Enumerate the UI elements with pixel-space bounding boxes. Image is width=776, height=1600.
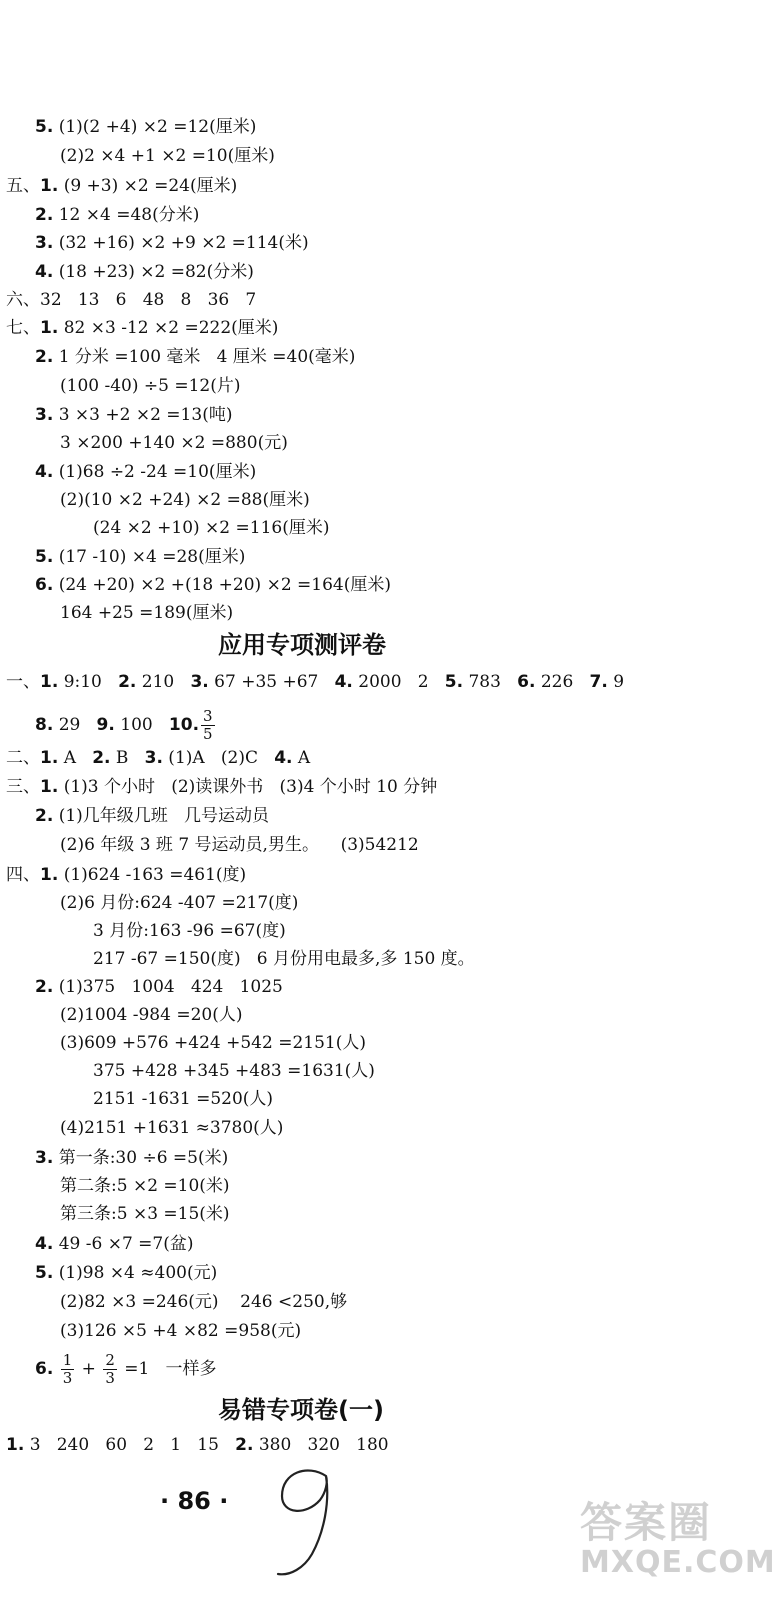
question-number: 3. [144,748,163,768]
answer-line [6,776,437,798]
answer-text: (24 ×2 +10) ×2 =116(厘米) [93,518,330,538]
fraction-answer [201,708,215,743]
fraction-numerator: 2 [105,1351,115,1369]
fraction-one-third [61,1352,75,1387]
answer-text: 217 -67 =150(度) 6 月份用电最多,多 150 度。 [93,949,475,969]
question-number: 3. [35,1148,54,1168]
answer-line [6,317,278,339]
answer-text [53,1359,58,1379]
question-number: 10. [168,715,200,735]
answer-text: (2)6 月份:624 -407 =217(度) [60,893,299,913]
question-number: 2. [92,748,111,768]
question-number: 3. [190,672,209,692]
answer-text: 164 +25 =189(厘米) [60,603,234,623]
answer-line [35,261,254,283]
question-number: 1. [40,672,59,692]
answer-line [60,1004,242,1026]
question-number: 7. [589,672,608,692]
answer-text: 9:10 [58,672,119,692]
answer-text: 29 [53,715,97,735]
answer-text: (1)几年级几班 几号运动员 [53,806,269,826]
answer-text: (18 +23) ×2 =82(分米) [53,262,254,282]
answer-text: (100 -40) ÷5 =12(片) [60,376,241,396]
answer-text: (2)(10 ×2 +24) ×2 =88(厘米) [60,490,310,510]
answer-line [35,546,245,568]
answer-text: 2151 -1631 =520(人) [93,1089,274,1109]
question-number: 1. [6,1435,25,1455]
answer-text: 82 ×3 -12 ×2 =222(厘米) [58,318,279,338]
question-number: 1. [40,777,59,797]
plus-sign: + [76,1359,102,1379]
answer-text: 3 ×200 +140 ×2 =880(元) [60,433,288,453]
answer-line [60,432,288,454]
question-number: 5. [444,672,464,692]
answer-text: (1)(2 +4) ×2 =12(厘米) [53,117,257,137]
answer-text: B [110,748,145,768]
answer-line [6,289,256,311]
fraction-numerator: 1 [62,1351,73,1369]
answer-text: 32 13 6 48 8 36 7 [40,290,257,310]
answer-text: 9 [607,672,625,692]
answer-text: (1)3 个小时 (2)读课外书 (3)4 个小时 10 分钟 [58,777,438,797]
answer-line [35,1147,228,1169]
question-number: 8. [35,715,54,735]
answer-line [60,1032,366,1054]
answer-line [35,1352,217,1387]
answer-text: 3 ×3 +2 ×2 =13(吨) [53,405,233,425]
section-marker: 三、 [6,777,40,797]
answer-line [35,404,232,426]
answer-text: A [292,748,311,768]
answer-line [60,375,241,397]
question-number: 9. [96,715,115,735]
question-number: 2. [35,977,54,997]
answer-text: 第三条:5 ×3 =15(米) [60,1204,230,1224]
answer-line [35,204,199,226]
answer-text: (2)2 ×4 +1 ×2 =10(厘米) [60,146,275,166]
answer-line [6,671,624,693]
fraction-denominator: 3 [105,1369,115,1387]
question-number: 2. [35,347,54,367]
question-number: 5. [35,117,54,137]
answer-text: 375 +428 +345 +483 =1631(人) [93,1061,375,1081]
answer-line [60,489,310,511]
answer-line [60,1291,347,1313]
answer-text: (2)82 ×3 =246(元) 246 <250,够 [60,1292,348,1312]
answer-text: (3)609 +576 +424 +542 =2151(人) [60,1033,366,1053]
answer-line [93,948,475,970]
fraction-denominator: 5 [203,725,213,743]
question-number: 3. [35,233,54,253]
answer-text: (1)68 ÷2 -24 =10(厘米) [53,462,257,482]
answer-text: 226 [535,672,590,692]
answer-text: (1)624 -163 =461(度) [58,865,247,885]
section-marker: 六、 [6,290,40,310]
answer-text: 49 -6 ×7 =7(盆) [53,1234,194,1254]
question-number: 6. [35,1359,54,1379]
answer-text: 67 +35 +67 [208,672,335,692]
answer-line [6,747,310,769]
watermark-logo: 答案圈 [580,1498,713,1547]
answer-text: (4)2151 +1631 ≈3780(人) [60,1118,284,1138]
answer-text: (2)6 年级 3 班 7 号运动员,男生。 (3)54212 [60,835,419,855]
section-marker: 七、 [6,318,40,338]
answer-line [35,805,269,827]
answer-line [60,602,233,624]
section-marker: 四、 [6,865,40,885]
question-number: 1. [40,176,59,196]
answer-text: 第二条:5 ×2 =10(米) [60,1176,230,1196]
answer-text: 210 [136,672,191,692]
question-number: 2. [118,672,137,692]
answer-line [60,834,419,856]
question-number: 1. [40,865,59,885]
answer-line [35,461,256,483]
page-number: · 86 · [160,1487,229,1515]
answer-text: 第一条:30 ÷6 =5(米) [53,1148,229,1168]
answer-line [35,116,256,138]
answer-line [93,920,286,942]
answer-text: (1)A (2)C [162,748,275,768]
fraction-two-thirds [103,1352,117,1387]
answer-text: (17 -10) ×4 =28(厘米) [53,547,246,567]
question-number: 4. [35,1234,54,1254]
question-number: 4. [35,262,54,282]
question-number: 2. [235,1435,254,1455]
section-marker: 五、 [6,176,40,196]
answer-line [35,574,391,596]
question-number: 6. [517,672,536,692]
answer-line [6,175,237,197]
answer-text: 3 240 60 2 1 15 [24,1435,236,1455]
question-number: 1. [40,318,59,338]
answer-line [60,1175,230,1197]
answer-text: 100 [114,715,169,735]
answer-text: 1 分米 =100 毫米 4 厘米 =40(毫米) [53,347,356,367]
section-marker: 一、 [6,672,40,692]
section-marker: 二、 [6,748,40,768]
answer-text: 783 [463,672,518,692]
answer-line [93,1088,273,1110]
answer-line [60,892,298,914]
answer-text: (3)126 ×5 +4 ×82 =958(元) [60,1321,302,1341]
question-number: 5. [35,547,54,567]
answer-line [60,1117,283,1139]
answer-line [6,1434,389,1456]
answer-text: (9 +3) ×2 =24(厘米) [58,176,238,196]
question-number: 2. [35,806,54,826]
answer-text: 2000 2 [352,672,445,692]
fraction-denominator: 3 [62,1369,73,1387]
section-title: 应用专项测评卷 [218,631,386,659]
answer-text: 12 ×4 =48(分米) [53,205,200,225]
question-number: 4. [274,748,293,768]
answer-text: 3 月份:163 -96 =67(度) [93,921,286,941]
answer-text: (24 +20) ×2 +(18 +20) ×2 =164(厘米) [53,575,391,595]
question-number: 1. [40,748,59,768]
answer-text: (2)1004 -984 =20(人) [60,1005,243,1025]
question-number: 2. [35,205,54,225]
answer-text: (1)98 ×4 ≈400(元) [53,1263,218,1283]
answer-line [93,1060,375,1082]
fraction-numerator: 3 [203,707,213,725]
question-number: 3. [35,405,54,425]
answer-line [35,1262,217,1284]
answer-line [93,517,329,539]
answer-line [35,708,217,743]
section-title: 易错专项卷(一) [218,1396,384,1424]
watermark-url: MXQE.COM [580,1545,776,1580]
answer-line [35,232,309,254]
question-number: 4. [35,462,54,482]
answer-text: (32 +16) ×2 +9 ×2 =114(米) [53,233,309,253]
question-number: 5. [35,1263,54,1283]
handwritten-mark [268,1462,358,1582]
answer-line [60,145,275,167]
question-number: 6. [35,575,54,595]
answer-line [35,976,283,998]
answer-line [35,346,355,368]
answer-text: =1 一样多 [118,1359,217,1379]
answer-line [6,864,246,886]
answer-line [60,1320,301,1342]
answer-line [60,1203,230,1225]
answer-line [35,1233,194,1255]
answer-text: A [58,748,93,768]
question-number: 4. [334,672,353,692]
answer-text: 380 320 180 [253,1435,389,1455]
answer-text: (1)375 1004 424 1025 [53,977,283,997]
